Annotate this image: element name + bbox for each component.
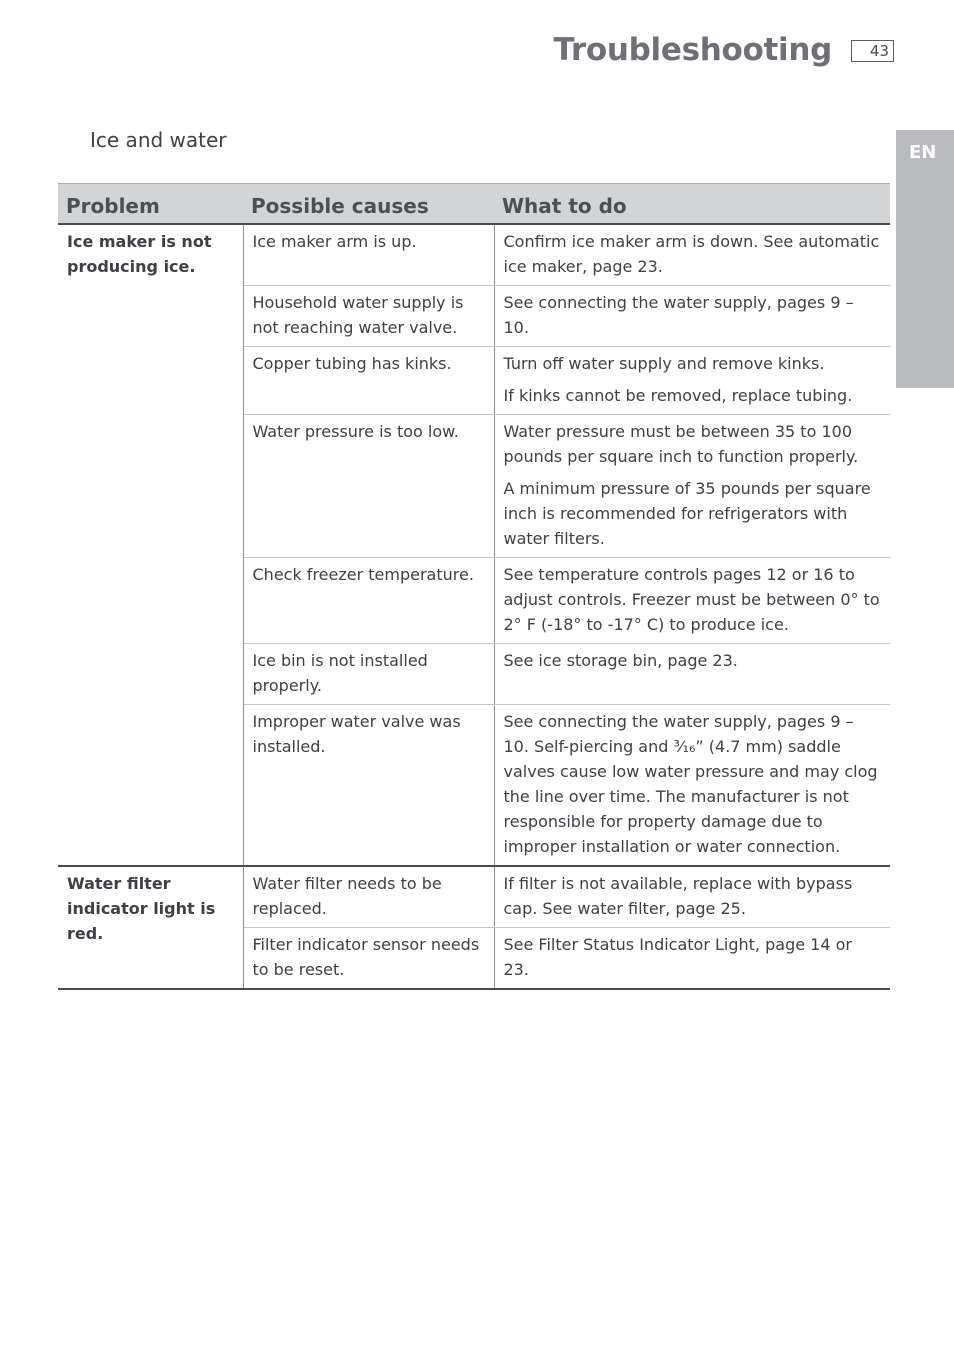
section-title: Ice and water [90, 128, 227, 152]
header-possible-causes: Possible causes [243, 184, 494, 225]
what-to-do-cell [494, 928, 890, 990]
language-tab [896, 130, 954, 388]
table-body [58, 224, 890, 989]
cause-cell: Water pressure is too low. [243, 415, 494, 558]
header-problem: Problem [58, 184, 243, 225]
language-label: EN [909, 142, 937, 163]
header-what-to-do: What to do [494, 184, 890, 225]
cause-cell: Ice bin is not installed properly. [243, 644, 494, 705]
cause-cell: Copper tubing has kinks. [243, 347, 494, 415]
problem-cell: Ice maker is not producing ice. [58, 224, 243, 866]
table-row [58, 224, 890, 286]
cause-cell: Water filter needs to be replaced. [243, 866, 494, 928]
what-to-do-paragraph: If filter is not available, replace with bypass cap. See water filter, page 25. [503, 874, 853, 918]
what-to-do-paragraph: See connecting the water supply, pages 9 – 10. Self-piercing and ³⁄₁₆” (4.7 mm) saddle valves cause low water pressure and may clog the line over time. The manufacturer is not responsible for property damage due to improper installation or water connection. [503, 712, 878, 856]
what-to-do-paragraph: A minimum pressure of 35 pounds per square inch is recommended for refrigerators with water filters. [503, 479, 871, 548]
page-title: Troubleshooting [553, 32, 832, 68]
what-to-do-paragraph: See Filter Status Indicator Light, page 14 or 23. [503, 935, 852, 979]
what-to-do-paragraph: Confirm ice maker arm is down. See automatic ice maker, page 23. [503, 232, 880, 276]
table-row [58, 866, 890, 928]
what-to-do-cell [494, 558, 890, 644]
what-to-do-cell [494, 347, 890, 415]
what-to-do-paragraph: Turn off water supply and remove kinks. [503, 354, 825, 373]
table-header-row [58, 184, 890, 225]
what-to-do-cell [494, 644, 890, 705]
troubleshooting-table [58, 183, 890, 990]
what-to-do-cell [494, 286, 890, 347]
cause-cell: Improper water valve was installed. [243, 705, 494, 867]
what-to-do-paragraph: See connecting the water supply, pages 9 – 10. [503, 293, 854, 337]
what-to-do-paragraph: Water pressure must be between 35 to 100 pounds per square inch to function properly. [503, 422, 859, 466]
cause-cell: Ice maker arm is up. [243, 224, 494, 286]
what-to-do-cell [494, 866, 890, 928]
what-to-do-paragraph: See ice storage bin, page 23. [503, 651, 738, 670]
problem-cell: Water filter indicator light is red. [58, 866, 243, 989]
what-to-do-paragraph: See temperature controls pages 12 or 16 to adjust controls. Freezer must be between 0° to 2° F (-18° to -17° C) to produce ice. [503, 565, 880, 634]
cause-cell: Check freezer temperature. [243, 558, 494, 644]
what-to-do-paragraph: If kinks cannot be removed, replace tubing. [503, 386, 853, 405]
cause-cell: Household water supply is not reaching water valve. [243, 286, 494, 347]
cause-cell: Filter indicator sensor needs to be reset. [243, 928, 494, 990]
what-to-do-cell [494, 415, 890, 558]
what-to-do-cell [494, 224, 890, 286]
page-number: 43 [851, 40, 894, 62]
what-to-do-cell [494, 705, 890, 867]
